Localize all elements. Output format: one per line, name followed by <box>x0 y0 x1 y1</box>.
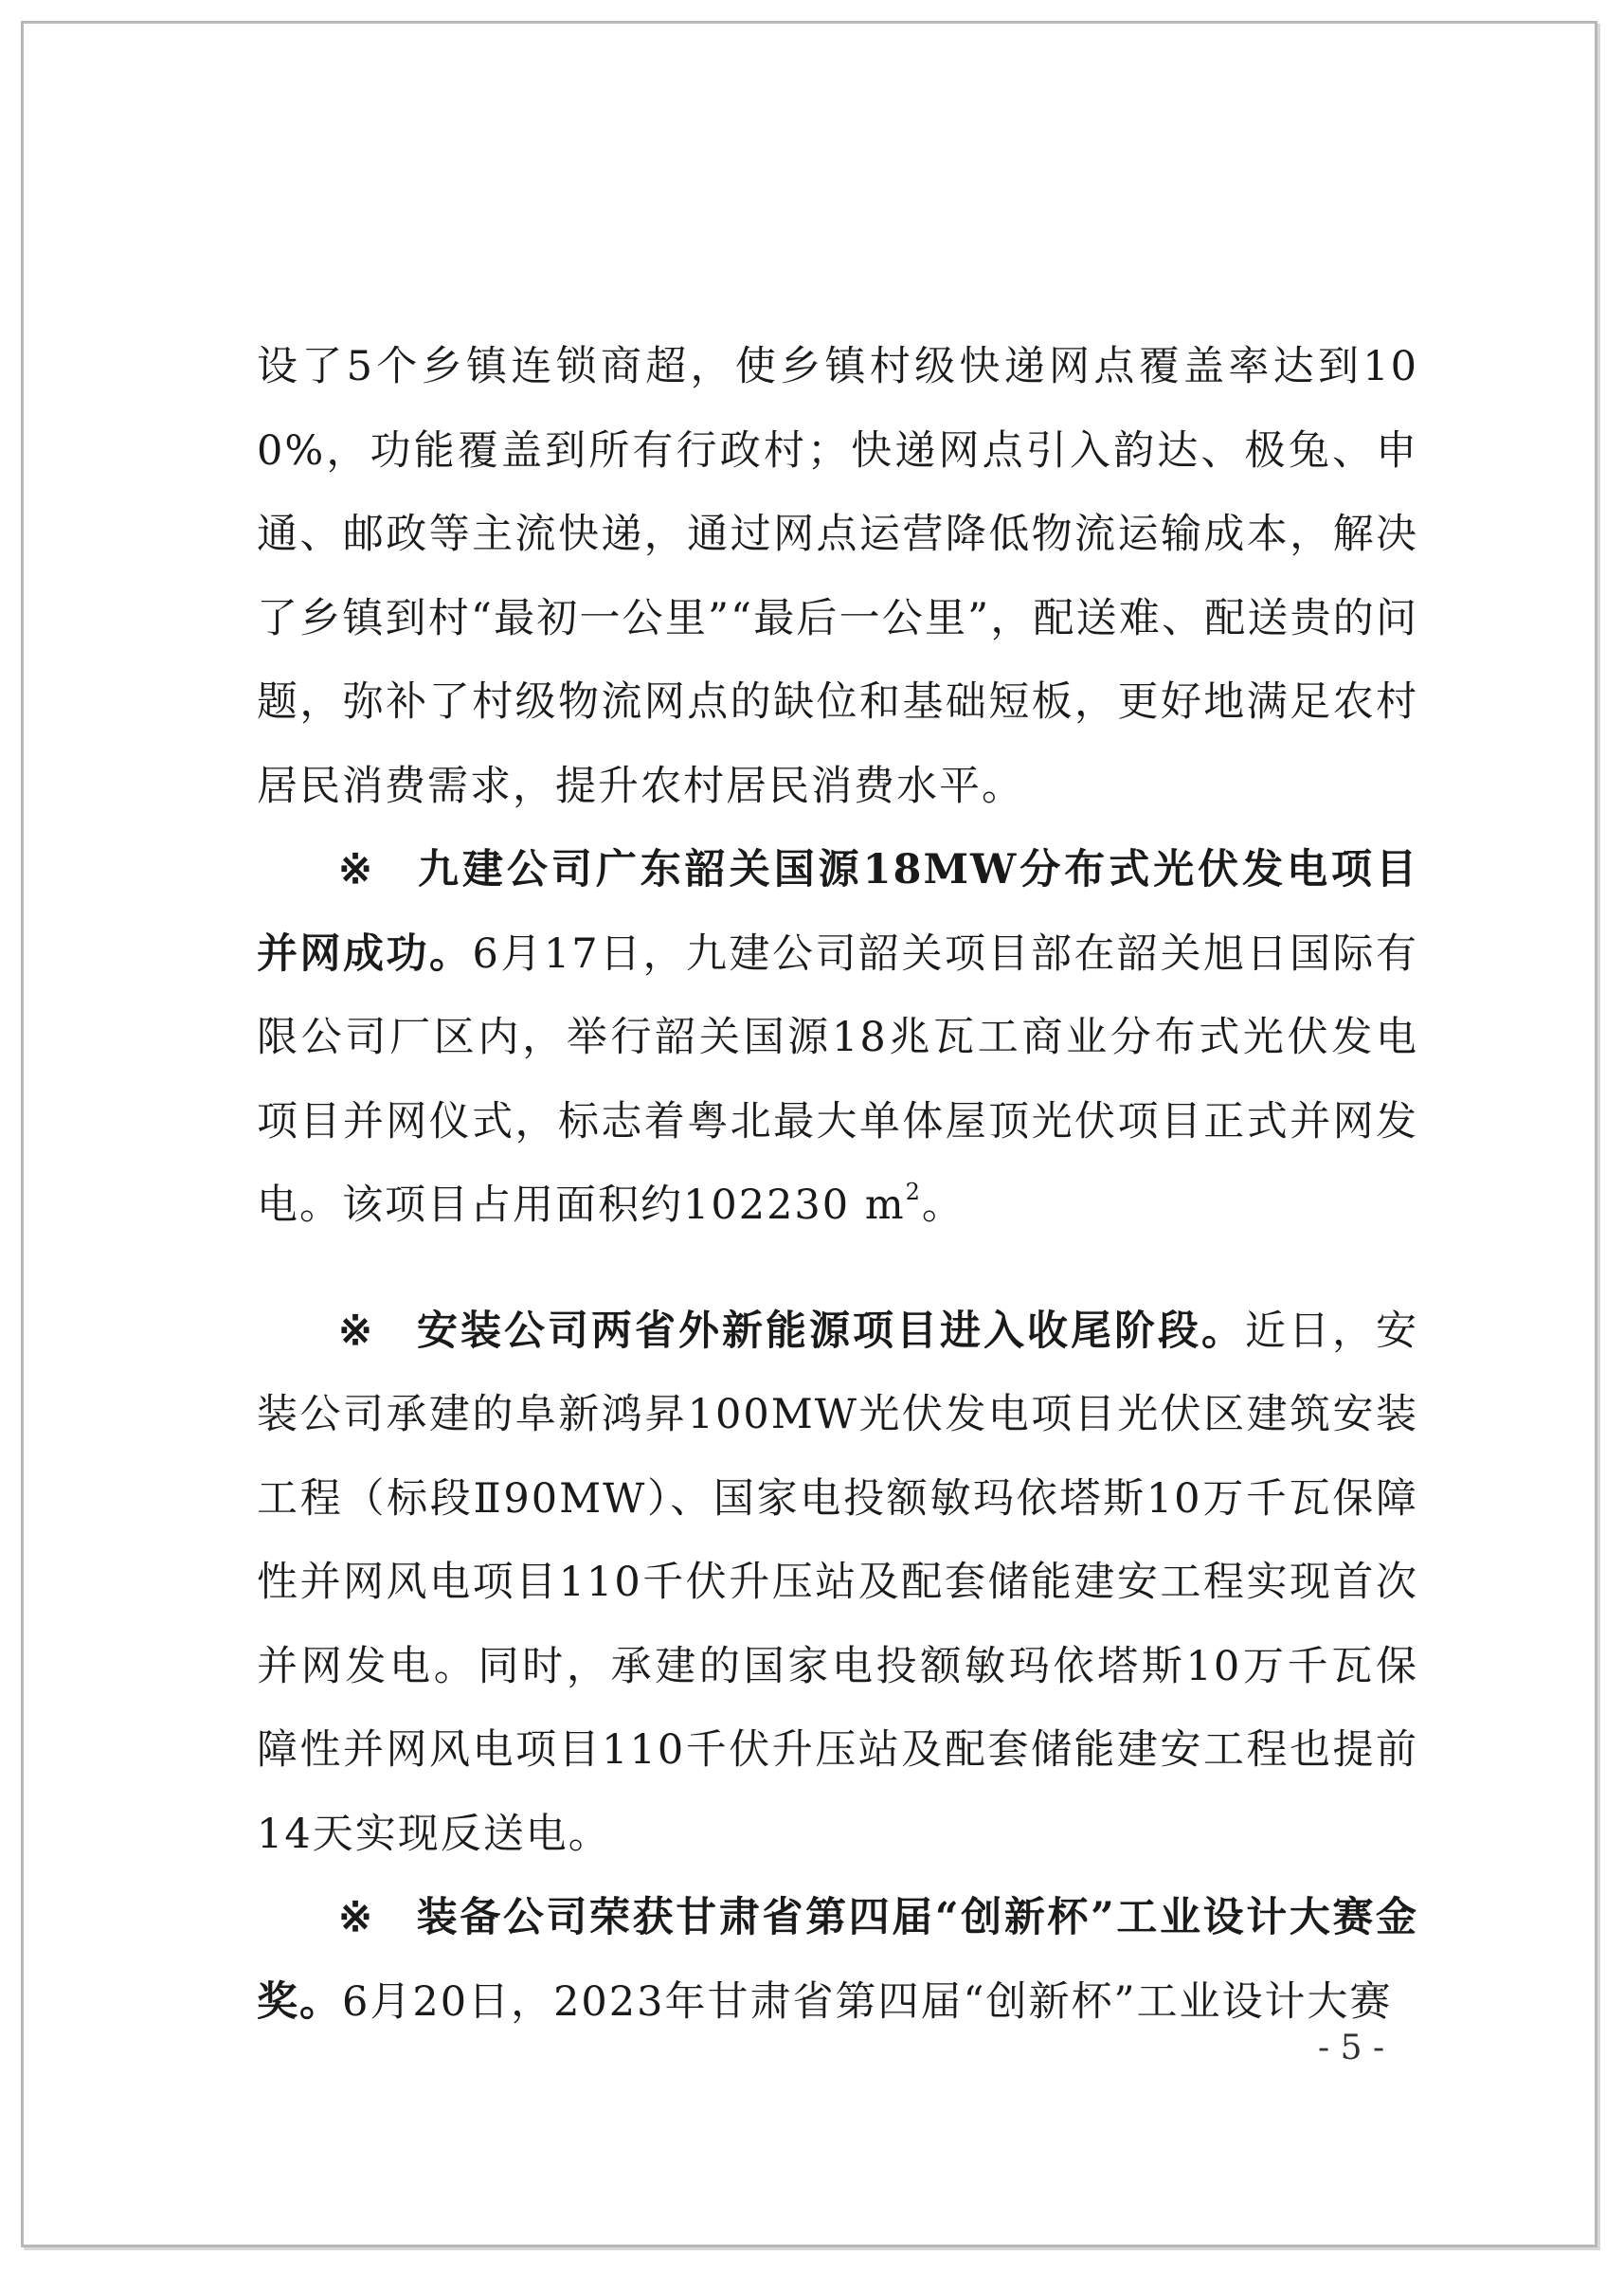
paragraph-headline: 装备公司荣获甘肃省第四届“创新杯”工业设计大赛金奖。 <box>257 1894 1419 2026</box>
paragraph-text: 设了5个乡镇连锁商超，使乡镇村级快递网点覆盖率达到100%，功能覆盖到所有行政村；快递网点引入韵达、极兔、申通、邮政等主流快递，通过网点运营降低物流运输成本，解决了乡镇到村“最初一公里”“最后一公里”，配送难、配送贵的问题，弥补了村级物流网点的缺位和基础短板，更好地满足农村居民消费需求，提升农村居民消费水平。 <box>257 343 1418 810</box>
paragraph-solar-grid <box>257 828 1418 1248</box>
reference-mark-icon: ※ <box>338 1307 376 1355</box>
paragraph-design-award <box>257 1876 1418 2044</box>
document-page <box>21 21 1597 2247</box>
reference-mark-icon: ※ <box>338 846 376 893</box>
reference-mark-icon: ※ <box>338 1894 375 1941</box>
paragraph-headline: 安装公司两省外新能源项目进入收尾阶段。 <box>417 1307 1246 1355</box>
paragraph-text: 6月17日，九建公司韶关项目部在韶关旭日国际有限公司厂区内，举行韶关国源18兆瓦工商业分布式光伏发电项目并网仪式，标志着粤北最大单体屋顶光伏项目正式并网发电。该项目占用面积约102230 m <box>257 929 1419 1229</box>
page-number: - 5 - <box>1318 2029 1385 2067</box>
square-unit-superscript: 2 <box>905 1179 922 1205</box>
paragraph-headline: 九建公司广东韶关国源18MW分布式光伏发电项目并网成功。 <box>257 846 1419 978</box>
document-body <box>257 325 1418 2044</box>
paragraph-new-energy <box>257 1290 1418 1877</box>
paragraph-rural-logistics <box>257 325 1418 828</box>
paragraph-text: 6月20日，2023年甘肃省第四届“创新杯”工业设计大赛 <box>342 1977 1393 2026</box>
paragraph-tail: 。 <box>921 1182 965 1229</box>
paragraph-text: 近日，安装公司承建的阜新鸿昇100MW光伏发电项目光伏区建筑安装工程（标段Ⅱ90MW）、国家电投额敏玛依塔斯10万千瓦保障性并网风电项目110千伏升压站及配套储能建安工程实现首次并网发电。同时，承建的国家电投额敏玛依塔斯10万千瓦保障性并网风电项目110千伏升压站及配套储能建安工程也提前14天实现反送电。 <box>257 1307 1419 1858</box>
